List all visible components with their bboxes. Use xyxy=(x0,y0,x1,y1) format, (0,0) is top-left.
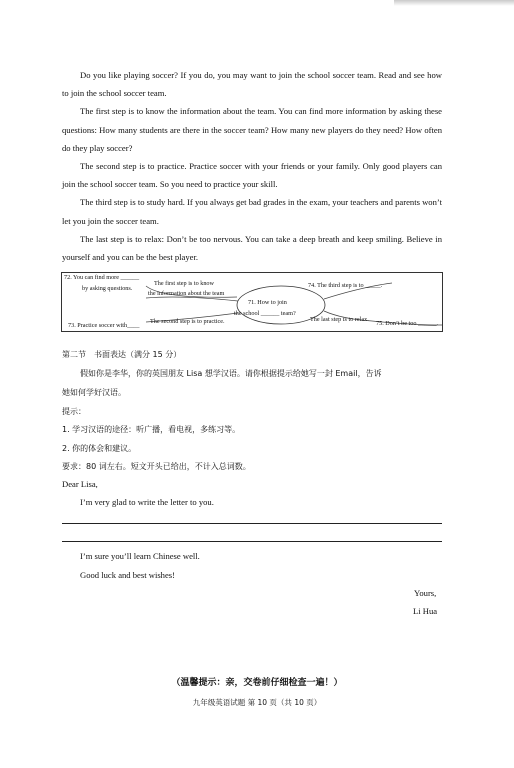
center-label-cont: the school ______ team? xyxy=(234,310,296,317)
first-step-label: The first step is to know xyxy=(154,280,214,287)
reading-passage xyxy=(62,66,442,266)
center-label: 71. How to join xyxy=(248,299,287,306)
answer-line[interactable] xyxy=(62,523,442,524)
section-title: 第二节 书面表达（满分 15 分） xyxy=(62,350,182,359)
q74-label: 74. The third step is to _____. xyxy=(308,282,383,289)
passage-paragraph: Do you like playing soccer? If you do, you may want to join the school soccer team. Read and see how to join the school soccer team. xyxy=(62,70,442,99)
requirement: 要求：80 词左右。短文开头已给出，不计入总词数。 xyxy=(62,462,251,471)
q72-label-cont: by asking questions. xyxy=(82,285,133,292)
mind-map-diagram xyxy=(61,272,443,332)
letter-signature: Li Hua xyxy=(413,606,438,616)
q75-label: 75. Don’t be too ______. xyxy=(376,320,439,327)
letter-closing: Good luck and best wishes! xyxy=(80,570,175,580)
letter-greeting: Dear Lisa, xyxy=(62,479,98,489)
hints-title: 提示： xyxy=(62,407,86,416)
page-corner-shadow xyxy=(394,0,514,6)
letter-signoff: Yours, xyxy=(414,588,437,598)
letter-opening: I’m very glad to write the letter to you. xyxy=(80,497,214,507)
second-step-label: The second step is to practice. xyxy=(150,318,225,325)
writing-prompt-line1: 假如你是李华，你的英国朋友 Lisa 想学汉语。请你根据提示给她写一封 Email，告诉 xyxy=(80,369,382,378)
passage-paragraph: The third step is to study hard. If you always get bad grades in the exam, your teachers and parents won’t let you join the soccer team. xyxy=(62,197,442,226)
first-step-label-cont: the information about the team xyxy=(148,290,225,297)
last-step-label: The last step is to relax. xyxy=(310,316,369,323)
footer-page-info: 九年级英语试题 第 10 页（共 10 页） xyxy=(192,698,322,707)
passage-paragraph: The last step is to relax: Don’t be too nervous. You can take a deep breath and keep smiling. Believe in yourself and you can be the best player. xyxy=(62,233,442,263)
footer-reminder: （温馨提示：亲，交卷前仔细检查一遍！） xyxy=(171,678,343,688)
answer-line[interactable] xyxy=(62,541,442,542)
passage-paragraph: The first step is to know the information about the team. You can find more information by asking these questions: How many students are there in the soccer team? How many new players do they need? How often do they play soccer? xyxy=(62,106,442,153)
hint-item: 2. 你的体会和建议。 xyxy=(62,444,137,453)
hint-item: 1. 学习汉语的途径：听广播，看电视，多练习等。 xyxy=(62,425,241,434)
passage-paragraph: The second step is to practice. Practice soccer with your friends or your family. Only good players can join the school soccer team. So you need to practice your skill. xyxy=(62,161,442,190)
writing-prompt-line2: 她如何学好汉语。 xyxy=(62,388,126,397)
q72-label: 72. You can find more ______ xyxy=(64,274,140,281)
q73-label: 73. Practice soccer with____ xyxy=(68,322,140,329)
letter-closing: I’m sure you’ll learn Chinese well. xyxy=(80,551,200,561)
